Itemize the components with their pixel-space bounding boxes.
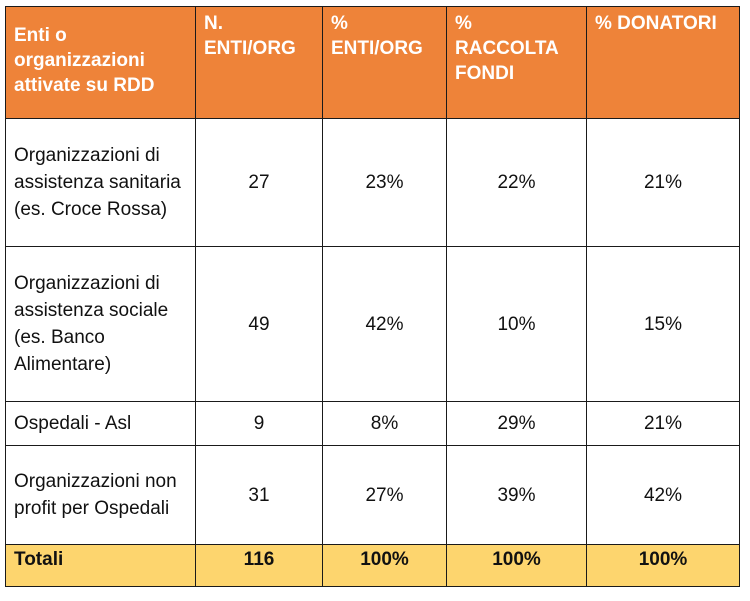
totals-label: Totali [6, 545, 196, 587]
totals-pct-donatori: 100% [587, 545, 740, 587]
table-header-row [6, 7, 740, 119]
row-pct-raccolta: 39% [447, 446, 587, 545]
row-pct-donatori: 21% [587, 402, 740, 446]
totals-n-enti: 116 [196, 545, 323, 587]
row-pct-enti: 27% [323, 446, 447, 545]
row-pct-raccolta: 22% [447, 119, 587, 247]
row-n-enti: 49 [196, 247, 323, 402]
row-category: Ospedali - Asl [6, 402, 196, 446]
table-row [6, 247, 740, 402]
header-pct-raccolta: % RACCOLTA FONDI [447, 7, 587, 119]
row-category: Organizzazioni non profit per Ospedali [6, 446, 196, 545]
row-pct-enti: 23% [323, 119, 447, 247]
header-category: Enti o organizzazioni attivate su RDD [6, 7, 196, 119]
row-pct-raccolta: 10% [447, 247, 587, 402]
table-row [6, 119, 740, 247]
row-n-enti: 9 [196, 402, 323, 446]
header-pct-enti: % ENTI/ORG [323, 7, 447, 119]
row-n-enti: 27 [196, 119, 323, 247]
row-category: Organizzazioni di assistenza sanitaria (es. Croce Rossa) [6, 119, 196, 247]
totals-pct-raccolta: 100% [447, 545, 587, 587]
row-category: Organizzazioni di assistenza sociale (es. Banco Alimentare) [6, 247, 196, 402]
header-pct-donatori: % DONATORI [587, 7, 740, 119]
row-n-enti: 31 [196, 446, 323, 545]
row-pct-raccolta: 29% [447, 402, 587, 446]
row-pct-donatori: 15% [587, 247, 740, 402]
row-pct-donatori: 21% [587, 119, 740, 247]
totals-pct-enti: 100% [323, 545, 447, 587]
header-n-enti: N. ENTI/ORG [196, 7, 323, 119]
row-pct-enti: 8% [323, 402, 447, 446]
table-row [6, 402, 740, 446]
rdd-organizations-table [5, 6, 740, 587]
row-pct-enti: 42% [323, 247, 447, 402]
row-pct-donatori: 42% [587, 446, 740, 545]
table-row [6, 446, 740, 545]
totals-row [6, 545, 740, 587]
